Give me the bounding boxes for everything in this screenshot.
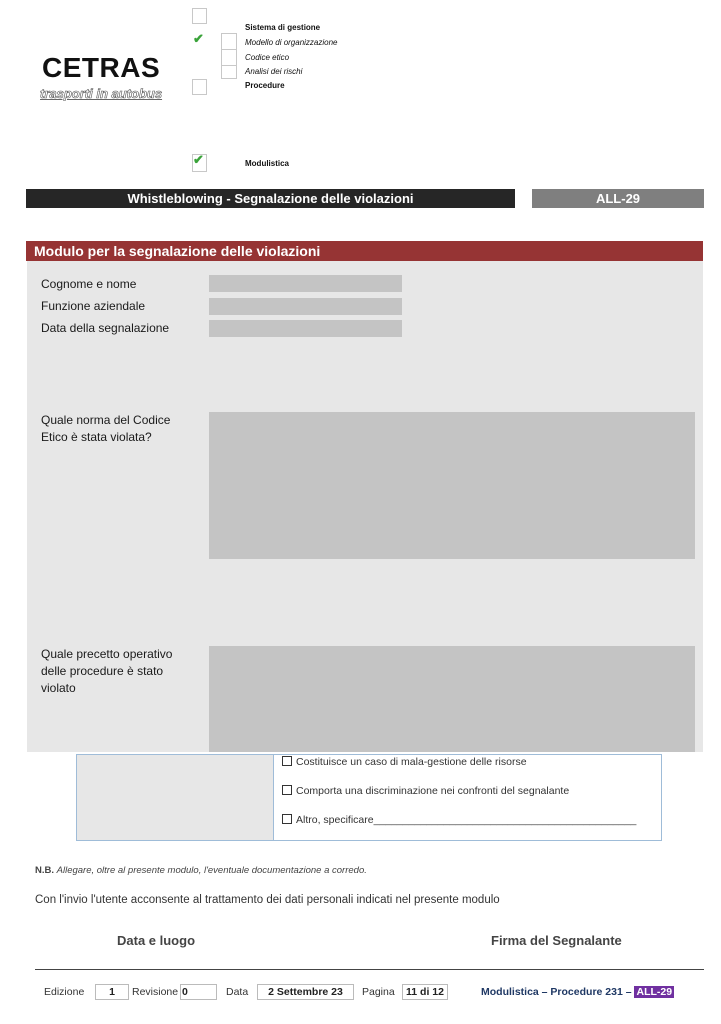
document-title: Whistleblowing - Segnalazione delle violazioni (26, 189, 515, 208)
option-label: Comporta una discriminazione nei confronti del segnalante (296, 785, 570, 797)
attachment-note (35, 865, 367, 876)
option-discrimination[interactable] (282, 785, 569, 797)
option-mismanagement[interactable] (282, 756, 527, 768)
checkbox-procedure (192, 79, 207, 95)
company-logo: CETRAS (42, 52, 161, 83)
procedure-violation-textarea[interactable] (209, 646, 695, 752)
date-place-label: Data e luogo (117, 933, 196, 948)
menu-item-analisi: Analisi dei rischi (245, 67, 303, 76)
edition-label: Edizione (44, 986, 85, 998)
footer-ref-text: Modulistica – Procedure 231 – (481, 986, 632, 998)
checkbox-codice (221, 49, 237, 66)
note-prefix: N.B. (35, 865, 54, 876)
footer-divider (35, 969, 704, 970)
label-question-procedure-line3: violato (41, 681, 76, 695)
company-tagline: trasporti in autobus (40, 86, 163, 101)
footer-ref-code: ALL-29 (636, 986, 673, 998)
check-icon: ✔ (193, 31, 204, 46)
signature-label: Firma del Segnalante (491, 933, 622, 948)
label-surname-name: Cognome e nome (41, 277, 137, 291)
label-question-code-line2: Etico è stata violata? (41, 430, 152, 444)
label-question-procedure-line2: delle procedure è stato (41, 664, 164, 678)
code-violation-textarea[interactable] (209, 412, 695, 559)
check-icon: ✔ (193, 152, 204, 167)
menu-item-modulistica: Modulistica (245, 159, 290, 168)
date-input[interactable] (209, 320, 402, 337)
date-value: 2 Settembre 23 (257, 984, 354, 1000)
note-text: Allegare, oltre al presente modulo, l'eventuale documentazione a corredo. (56, 865, 367, 876)
surname-name-input[interactable] (209, 275, 402, 292)
option-label: Costituisce un caso di mala-gestione delle risorse (296, 756, 527, 768)
edition-value: 1 (95, 984, 129, 1000)
checkbox-sistema (192, 8, 207, 24)
label-question-code-line1: Quale norma del Codice (41, 413, 171, 427)
function-input[interactable] (209, 298, 402, 315)
consent-text: Con l'invio l'utente acconsente al trattamento dei dati personali indicati nel presente modulo (35, 894, 500, 906)
footer-reference (481, 986, 674, 998)
page-label: Pagina (362, 986, 395, 998)
page-value: 11 di 12 (402, 984, 448, 1000)
label-question-procedure-line1: Quale precetto operativo (41, 647, 173, 661)
menu-item-procedure: Procedure (245, 81, 285, 90)
checkbox-modello (221, 33, 237, 50)
menu-item-sistema: Sistema di gestione (245, 23, 321, 32)
date-label: Data (226, 986, 249, 998)
document-code: ALL-29 (532, 189, 704, 208)
revision-value: 0 (180, 984, 217, 1000)
option-other[interactable] (282, 814, 636, 826)
revision-label: Revisione (132, 986, 179, 998)
label-date: Data della segnalazione (41, 321, 170, 335)
checkbox-analisi (221, 65, 237, 79)
menu-item-codice: Codice etico (245, 53, 290, 62)
form-heading: Modulo per la segnalazione delle violazioni (26, 241, 703, 261)
menu-item-modello: Modello di organizzazione (245, 38, 338, 47)
checkbox-icon[interactable] (282, 785, 292, 795)
checkbox-icon[interactable] (282, 814, 292, 824)
options-table-left-cell (76, 754, 274, 841)
checkbox-modulistica (192, 154, 207, 172)
label-function: Funzione aziendale (41, 299, 146, 313)
checkbox-icon[interactable] (282, 756, 292, 766)
option-label: Altro, specificare_____________________________________________ (296, 814, 637, 826)
